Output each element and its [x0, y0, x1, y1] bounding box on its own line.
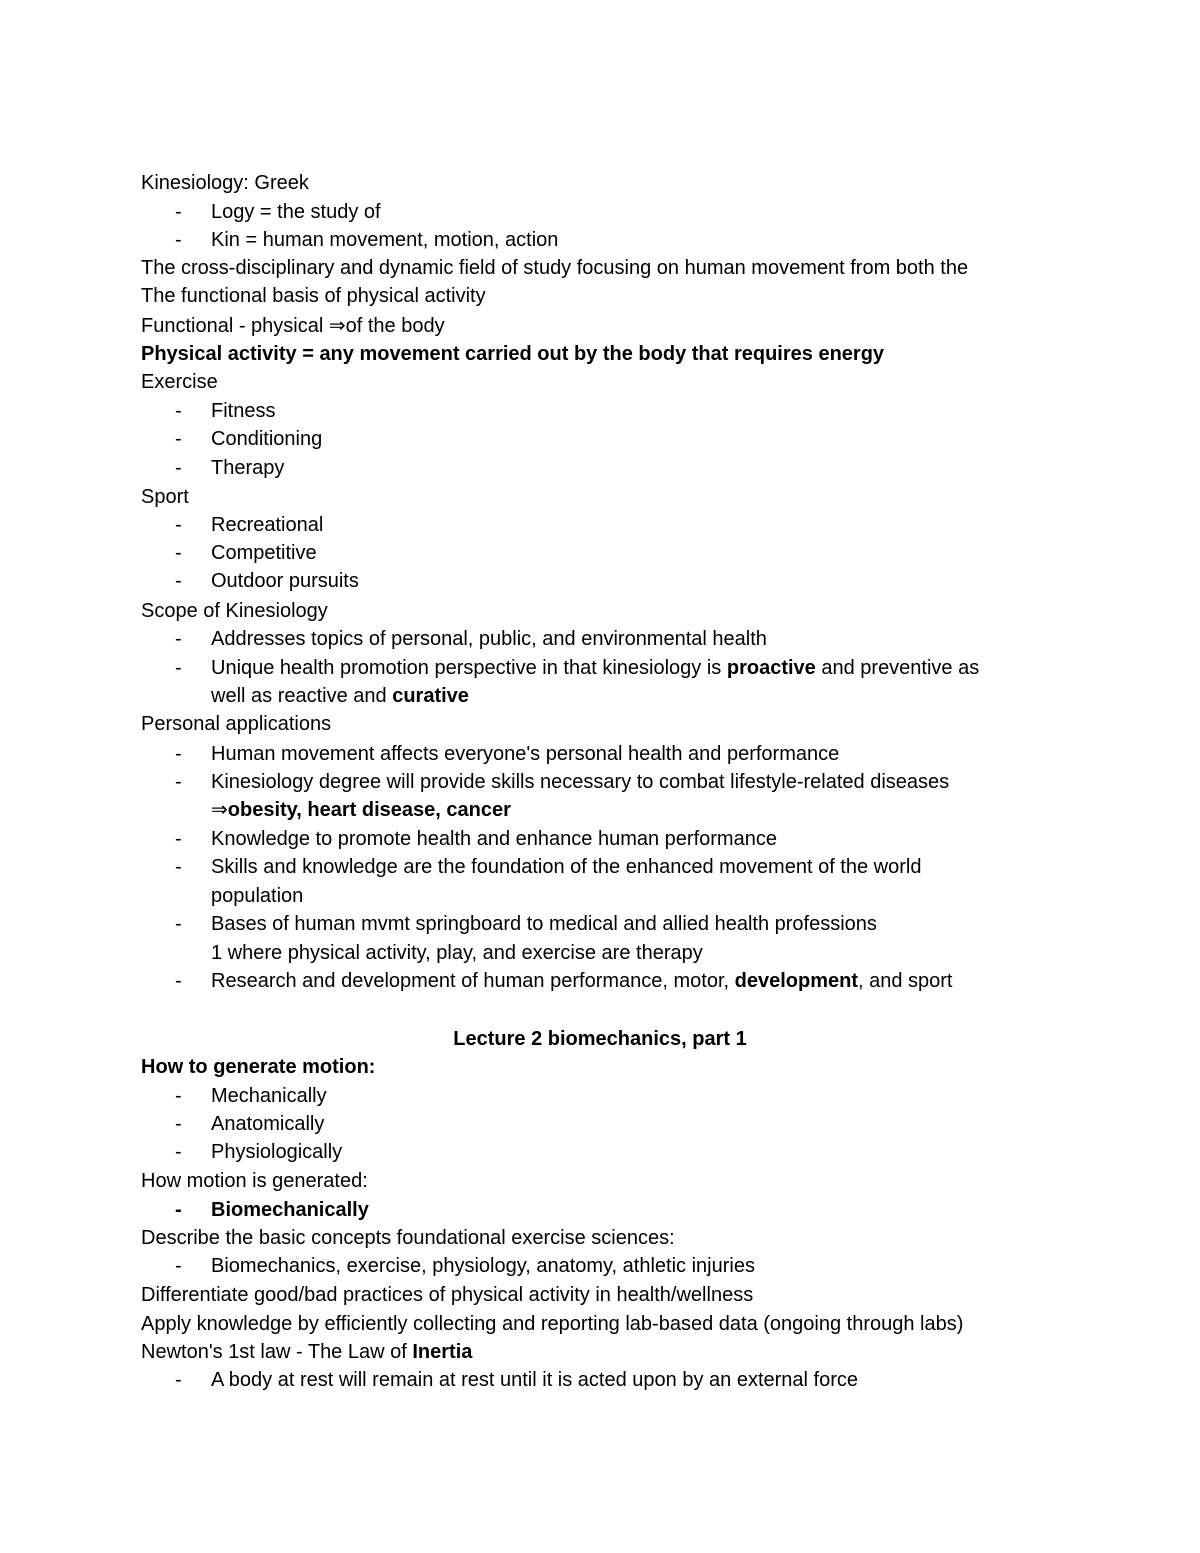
text-span: well as reactive and [211, 685, 393, 707]
list-item: Kinesiology degree will provide skills necessary to combat lifestyle-related diseases [211, 771, 950, 793]
bullet-dash: - [175, 1369, 182, 1391]
list-item: Human movement affects everyone's personal health and performance [211, 743, 840, 765]
bullet-dash: - [175, 400, 182, 422]
text-line: Differentiate good/bad practices of physical activity in health/wellness [141, 1284, 754, 1306]
arrow-icon: ⇒ [211, 799, 228, 821]
arrow-icon: ⇒ [328, 315, 346, 337]
list-item-continuation: 1 where physical activity, play, and exercise are therapy [211, 942, 703, 964]
text-line: Kinesiology: Greek [141, 172, 309, 194]
list-item [211, 967, 953, 995]
list-item: Anatomically [211, 1113, 325, 1135]
text-span: and preventive as [815, 657, 980, 679]
text-line: Apply knowledge by efficiently collecting and reporting lab-based data (ongoing through labs) [141, 1313, 964, 1335]
list-item: Biomechanically [211, 1199, 369, 1221]
bullet-dash: - [175, 428, 182, 450]
list-item [211, 654, 979, 682]
list-item: Knowledge to promote health and enhance human performance [211, 828, 777, 850]
text-line [141, 1338, 472, 1366]
bullet-dash: - [175, 657, 182, 679]
bullet-dash: - [175, 457, 182, 479]
bullet-dash: - [175, 771, 182, 793]
bullet-dash: - [175, 542, 182, 564]
bullet-dash: - [175, 229, 182, 251]
text-line: Exercise [141, 371, 218, 393]
text-span: Unique health promotion perspective in that kinesiology is [211, 657, 727, 679]
list-item: Mechanically [211, 1085, 327, 1107]
text-line: How motion is generated: [141, 1170, 368, 1192]
text-span: Newton's 1st law - The Law of [141, 1341, 413, 1363]
list-item: Fitness [211, 400, 276, 422]
list-item-continuation [211, 682, 469, 710]
bullet-dash: - [175, 201, 182, 223]
list-item: Conditioning [211, 428, 323, 450]
bullet-dash: - [175, 828, 182, 850]
bold-term: obesity, heart disease, cancer [227, 799, 511, 821]
text-span: , and sport [857, 970, 953, 992]
bullet-dash: - [175, 743, 182, 765]
bullet-dash: - [175, 1255, 182, 1277]
section-heading: Lecture 2 biomechanics, part 1 [453, 1028, 747, 1050]
definition-line: Physical activity = any movement carried out by the body that requires energy [141, 343, 885, 365]
bullet-dash: - [175, 628, 182, 650]
bullet-dash: - [175, 970, 182, 992]
list-item: Recreational [211, 514, 324, 536]
text-line: Scope of Kinesiology [141, 600, 328, 622]
bold-term: development [734, 970, 858, 992]
text-line: Sport [141, 486, 189, 508]
list-item: Skills and knowledge are the foundation of the enhanced movement of the world [211, 856, 922, 878]
bullet-dash: - [175, 1113, 182, 1135]
list-item: Physiologically [211, 1141, 343, 1163]
bullet-dash: - [175, 1085, 182, 1107]
bullet-dash: - [175, 856, 182, 878]
text-span: Research and development of human performance, motor, [211, 970, 735, 992]
list-item: A body at rest will remain at rest until it is acted upon by an external force [211, 1369, 858, 1391]
bold-term: proactive [726, 657, 816, 679]
bullet-dash: - [175, 1199, 182, 1221]
text-line: Personal applications [141, 713, 332, 735]
bullet-dash: - [175, 514, 182, 536]
bullet-dash: - [175, 570, 182, 592]
text-line: The functional basis of physical activity [141, 285, 486, 307]
list-item-continuation [211, 796, 511, 824]
list-item: Therapy [211, 457, 285, 479]
list-item: Biomechanics, exercise, physiology, anatomy, athletic injuries [211, 1255, 755, 1277]
bullet-dash: - [175, 913, 182, 935]
list-item: Logy = the study of [211, 201, 381, 223]
list-item: Bases of human mvmt springboard to medical and allied health professions [211, 913, 877, 935]
text-line: Describe the basic concepts foundational exercise sciences: [141, 1227, 675, 1249]
list-item: Addresses topics of personal, public, and environmental health [211, 628, 767, 650]
subheading: How to generate motion: [141, 1056, 376, 1078]
list-item: Outdoor pursuits [211, 570, 359, 592]
list-item: Kin = human movement, motion, action [211, 229, 559, 251]
bullet-dash: - [175, 1141, 182, 1163]
text-line: The cross-disciplinary and dynamic field of study focusing on human movement from both the [141, 257, 969, 279]
list-item-continuation: population [211, 885, 304, 907]
text-span: Functional - physical [141, 315, 329, 337]
list-item: Competitive [211, 542, 317, 564]
bold-term: Inertia [412, 1341, 473, 1363]
text-span: of the body [345, 315, 445, 337]
bold-term: curative [392, 685, 469, 707]
text-line [141, 312, 445, 340]
